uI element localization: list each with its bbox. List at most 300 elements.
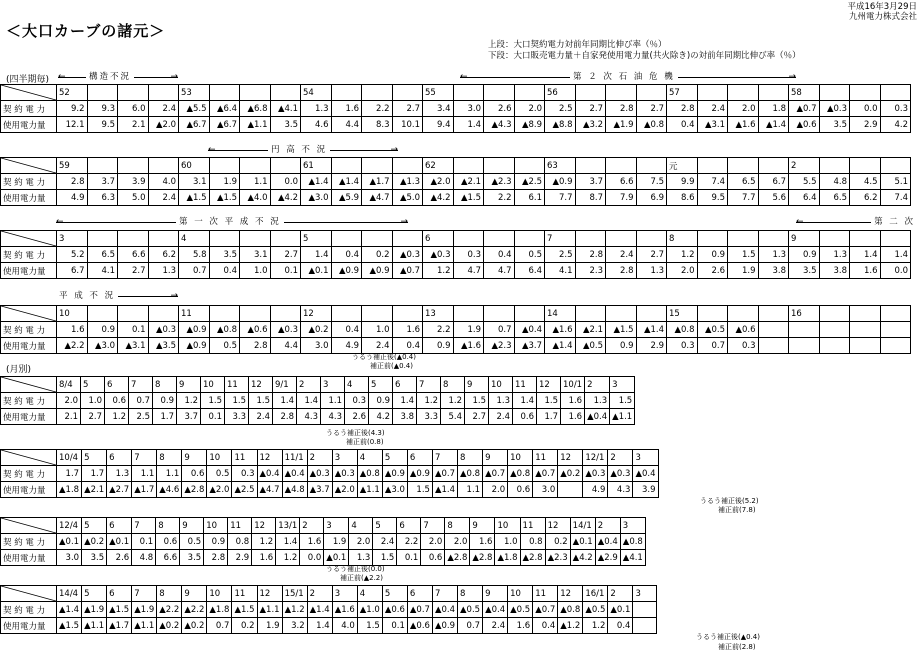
period-cell [850,306,881,322]
period-cell: 8 [441,377,465,393]
value-cell: 7.4 [697,174,728,190]
value-cell: 9.4 [423,117,454,133]
period-cell: 12/1 [583,450,608,466]
period-cell: 6 [107,518,132,534]
value-cell: 6.6 [118,247,149,263]
period-cell: 12/4 [57,518,82,534]
period-cell: 5 [373,518,397,534]
period-cell: 58 [789,85,820,101]
value-cell: ▲0.7 [432,466,457,482]
period-cell: 4 [345,377,369,393]
value-cell: 2.8 [667,101,698,117]
period-cell [514,231,545,247]
value-cell: 2.4 [606,247,637,263]
value-cell: 1.6 [508,618,533,634]
period-cell [697,158,728,174]
document-date: 平成16年3月29日 [847,2,917,12]
value-cell: 0.7 [179,263,210,279]
value-cell: 0.9 [423,338,454,354]
value-cell: 1.0 [81,393,105,409]
value-cell: ▲4.2 [270,190,301,206]
power-usage-row [1,482,659,498]
value-cell: ▲4.1 [620,550,645,566]
value-cell: 1.5 [610,393,635,409]
contract-power-row [1,101,911,117]
period-cell [118,231,149,247]
contract-power-row [1,322,911,338]
period-cell: 5 [301,231,332,247]
row-label: 契 約 電 力 [1,101,57,117]
value-cell: 3.5 [209,247,240,263]
value-cell: ▲0.8 [209,322,240,338]
period-cell: 7 [545,231,576,247]
value-cell: ▲0.9 [432,618,457,634]
period-cell: 5 [382,586,407,602]
value-cell: ▲2.0 [423,174,454,190]
period-cell [758,306,789,322]
power-usage-row [1,409,635,425]
value-cell: ▲5.5 [179,101,210,117]
value-cell: 2.7 [392,101,423,117]
value-cell: 7.4 [880,190,911,206]
value-cell: 0.4 [608,618,633,634]
value-cell: 0.5 [207,466,232,482]
period-cell: 5 [382,450,407,466]
period-cell: 7 [421,518,445,534]
period-cell: 15/1 [282,586,307,602]
period-cell [575,306,606,322]
value-cell: 2.4 [148,190,179,206]
value-cell: ▲0.6 [240,322,271,338]
value-cell: ▲0.3 [423,247,454,263]
period-header-row [1,158,911,174]
period-cell [270,158,301,174]
value-cell: 4.9 [57,190,88,206]
row-label: 契 約 電 力 [1,534,57,550]
period-cell [697,85,728,101]
period-cell: 10/1 [561,377,585,393]
period-cell [87,158,118,174]
era-label: 第 ２ 次 石 油 危 機 [570,71,678,83]
value-cell: 2.7 [118,263,149,279]
period-cell: 8 [667,231,698,247]
value-cell: ▲0.7 [392,263,423,279]
value-cell: ▲2.5 [514,174,545,190]
value-cell: ▲1.6 [545,322,576,338]
value-cell: ▲6.7 [179,117,210,133]
period-cell: 4 [357,586,382,602]
value-cell: ▲2.3 [545,550,570,566]
value-cell: ▲0.3 [608,466,633,482]
leap-adjusted-note: うるう補正後(5.2) [700,497,759,505]
period-cell: 11 [232,450,257,466]
period-cell: 2 [608,450,633,466]
period-cell [850,231,881,247]
value-cell: 0.7 [458,618,483,634]
value-cell: 4.3 [321,409,345,425]
leap-adjusted-note: うるう補正後(▲0.4) [352,353,416,361]
period-cell: 12 [249,377,273,393]
value-cell: 3.8 [758,263,789,279]
value-cell: 4.8 [819,174,850,190]
period-cell [118,158,149,174]
value-cell: 1.3 [819,247,850,263]
period-cell: 2 [297,377,321,393]
contract-power-row [1,393,635,409]
value-cell: ▲0.4 [282,466,307,482]
period-cell [148,85,179,101]
period-cell [453,85,484,101]
period-cell: 11 [232,586,257,602]
period-cell: 15 [667,306,698,322]
value-cell: 0.4 [667,117,698,133]
value-cell: 1.4 [276,534,300,550]
period-cell: 10 [201,377,225,393]
value-cell: 7.7 [545,190,576,206]
period-cell: 60 [179,158,210,174]
period-cell [270,231,301,247]
period-cell [636,306,667,322]
value-cell: ▲3.0 [382,482,407,498]
period-cell [148,158,179,174]
value-cell: 0.0 [300,550,324,566]
value-cell: ▲4.2 [570,550,595,566]
quarter-table [0,157,911,206]
value-cell: ▲0.7 [483,466,508,482]
power-usage-row [1,550,646,566]
pre-adjustment-note: 補正前(2.8) [718,643,756,651]
corner-cell [1,231,57,247]
value-cell: ▲0.8 [357,466,382,482]
value-cell: 1.6 [252,550,276,566]
value-cell: 12.1 [57,117,88,133]
value-cell: 0.1 [132,534,156,550]
value-cell: 0.1 [270,263,301,279]
value-cell: 7.9 [606,190,637,206]
value-cell: 2.8 [57,174,88,190]
value-cell: ▲0.6 [407,618,432,634]
value-cell: 2.4 [148,101,179,117]
value-cell: 1.6 [300,534,324,550]
value-cell: ▲0.4 [514,322,545,338]
month-table [0,376,635,425]
value-cell: ▲8.8 [545,117,576,133]
value-cell: 0.2 [232,618,257,634]
value-cell: 2.4 [373,534,397,550]
value-cell: ▲1.4 [331,174,362,190]
value-cell: ▲0.9 [407,466,432,482]
period-cell: 11 [513,377,537,393]
value-cell: ▲2.8 [182,482,207,498]
value-cell: 0.7 [697,338,728,354]
period-cell: 2 [307,450,332,466]
period-cell: 14/4 [57,586,82,602]
corner-cell [1,450,57,466]
period-cell: 12 [537,377,561,393]
contract-power-row [1,174,911,190]
period-cell: 3 [57,231,88,247]
period-cell: 11 [179,306,210,322]
period-cell: 8/4 [57,377,81,393]
value-cell: 2.2 [362,101,393,117]
value-cell: 1.6 [470,534,495,550]
value-cell: 2.6 [697,263,728,279]
value-cell: 3.8 [393,409,417,425]
value-cell: 4.9 [583,482,608,498]
period-cell: 7 [129,377,153,393]
value-cell: 1.3 [636,263,667,279]
value-cell: 4.1 [545,263,576,279]
value-cell: ▲2.8 [445,550,470,566]
period-cell [87,85,118,101]
corner-cell [1,306,57,322]
period-cell: 62 [423,158,454,174]
period-cell [880,85,911,101]
value-cell: 0.7 [484,322,515,338]
quarter-table [0,230,911,279]
value-cell: 3.0 [301,338,332,354]
period-cell: 61 [301,158,332,174]
value-cell: ▲2.1 [453,174,484,190]
value-cell: ▲1.3 [392,174,423,190]
era-label: 円 高 不 況 [268,144,330,156]
period-cell: 11 [228,518,252,534]
value-cell: 2.7 [636,101,667,117]
value-cell: 9.2 [57,101,88,117]
value-cell: 1.4 [850,247,881,263]
period-cell [240,158,271,174]
value-cell: ▲1.5 [107,602,132,618]
value-cell: ▲1.4 [636,322,667,338]
value-cell: ▲0.4 [432,602,457,618]
value-cell: 1.7 [537,409,561,425]
value-cell: 3.0 [57,550,82,566]
contract-power-row [1,534,646,550]
row-label: 使用電力量 [1,550,57,566]
value-cell: ▲0.5 [508,602,533,618]
value-cell: ▲0.8 [558,602,583,618]
value-cell: ▲0.4 [595,534,620,550]
period-cell [697,231,728,247]
value-cell: 2.9 [850,117,881,133]
period-cell [758,158,789,174]
period-cell: 12 [257,586,282,602]
value-cell: 1.1 [132,466,157,482]
month-table [0,449,659,498]
value-cell: 3.3 [417,409,441,425]
value-cell: 0.3 [345,393,369,409]
value-cell: ▲1.1 [610,409,635,425]
period-cell [728,306,759,322]
period-cell: 3 [620,518,645,534]
period-cell [362,158,393,174]
period-cell [575,231,606,247]
period-cell [87,231,118,247]
period-cell: 54 [301,85,332,101]
value-cell: 6.7 [758,174,789,190]
period-cell: 13 [423,306,454,322]
value-cell: 1.9 [453,322,484,338]
era-arrow-heisei-recession-cont: → 平 成 不 況 [56,290,178,302]
value-cell: 2.0 [421,534,445,550]
period-cell: 2 [608,586,633,602]
value-cell: 1.4 [301,247,332,263]
period-cell [514,158,545,174]
value-cell: ▲3.7 [514,338,545,354]
value-cell [633,602,657,618]
value-cell: 2.0 [514,101,545,117]
period-cell: 6 [105,377,129,393]
value-cell: 6.1 [514,190,545,206]
value-cell: ▲4.8 [282,482,307,498]
value-cell: ▲1.8 [57,482,82,498]
value-cell: ▲0.8 [508,466,533,482]
value-cell: ▲0.3 [332,466,357,482]
value-cell: 1.3 [107,466,132,482]
value-cell: 9.9 [667,174,698,190]
value-cell: 5.1 [880,174,911,190]
value-cell: 1.1 [321,393,345,409]
quarterly-label: (四半期毎) [6,75,50,85]
period-cell: 11 [533,450,558,466]
period-cell [636,231,667,247]
value-cell: 2.9 [636,338,667,354]
value-cell: 2.7 [270,247,301,263]
value-cell: 1.3 [148,263,179,279]
value-cell: 2.1 [57,409,81,425]
value-cell: 4.2 [369,409,393,425]
period-header-row [1,231,911,247]
period-cell [148,306,179,322]
value-cell: ▲3.0 [87,338,118,354]
value-cell: 0.0 [880,263,911,279]
value-cell: ▲2.5 [232,482,257,498]
value-cell: 1.6 [561,393,585,409]
value-cell: 2.0 [667,263,698,279]
period-cell [453,231,484,247]
value-cell: ▲0.1 [324,550,349,566]
period-cell [392,306,423,322]
value-cell: 2.5 [129,409,153,425]
era-arrow-second-oil-crisis: ← → 第 ２ 次 石 油 危 機 [460,72,796,82]
period-cell [819,85,850,101]
value-cell: 3.5 [819,117,850,133]
period-cell: 3 [332,450,357,466]
value-cell: ▲2.8 [520,550,545,566]
row-label: 契 約 電 力 [1,393,57,409]
value-cell: 2.4 [697,101,728,117]
value-cell: ▲0.8 [667,322,698,338]
value-cell: ▲1.5 [606,322,637,338]
value-cell: ▲1.7 [362,174,393,190]
value-cell: 0.7 [129,393,153,409]
value-cell: ▲1.9 [132,602,157,618]
period-cell [606,158,637,174]
value-cell: 2.0 [728,101,759,117]
value-cell: 2.9 [228,550,252,566]
period-header-row [1,85,911,101]
period-cell: 57 [667,85,698,101]
period-cell: 2 [300,518,324,534]
period-cell [484,306,515,322]
value-cell: ▲1.6 [728,117,759,133]
period-cell: 9 [483,450,508,466]
value-cell: 3.3 [225,409,249,425]
value-cell: ▲0.1 [608,602,633,618]
value-cell: 1.3 [758,247,789,263]
period-cell: 8 [157,450,182,466]
period-cell: 9/1 [273,377,297,393]
value-cell: 1.4 [513,393,537,409]
period-cell: 6 [397,518,421,534]
period-cell: 9 [465,377,489,393]
value-cell: ▲4.2 [423,190,454,206]
value-cell: 0.9 [606,338,637,354]
period-cell [514,85,545,101]
value-cell: 0.4 [484,247,515,263]
value-cell: ▲1.5 [453,190,484,206]
value-cell: 1.5 [201,393,225,409]
value-cell: 1.4 [307,618,332,634]
period-cell: 8 [153,377,177,393]
value-cell: 0.3 [232,466,257,482]
period-cell: 7 [132,586,157,602]
value-cell: 1.6 [561,409,585,425]
pre-adjustment-note: 補正前(0.8) [346,438,384,446]
value-cell: ▲0.3 [270,322,301,338]
value-cell: 0.2 [362,247,393,263]
value-cell [850,322,881,338]
row-label: 契 約 電 力 [1,174,57,190]
value-cell: ▲5.9 [331,190,362,206]
period-cell: 6 [107,450,132,466]
value-cell: 4.3 [297,409,321,425]
value-cell: ▲1.4 [432,482,457,498]
value-cell: 4.3 [608,482,633,498]
value-cell: 6.0 [118,101,149,117]
value-cell: ▲0.5 [458,602,483,618]
value-cell: 2.2 [397,534,421,550]
value-cell [558,482,583,498]
row-label: 使用電力量 [1,338,57,354]
value-cell: 2.0 [57,393,81,409]
value-cell: 2.8 [606,101,637,117]
value-cell: ▲4.0 [240,190,271,206]
period-cell: 10 [495,518,520,534]
row-label: 使用電力量 [1,409,57,425]
value-cell: 4.4 [270,338,301,354]
value-cell: ▲4.1 [270,101,301,117]
period-cell: 11 [225,377,249,393]
row-label: 契 約 電 力 [1,602,57,618]
period-cell [606,85,637,101]
period-cell: 9 [483,586,508,602]
period-cell: 11 [520,518,545,534]
era-arrow-second-heisei-recession: ← 第 二 次 [796,216,918,228]
period-cell [819,306,850,322]
value-cell: 5.8 [179,247,210,263]
value-cell: 1.0 [362,322,393,338]
value-cell: ▲1.8 [207,602,232,618]
value-cell: 2.4 [489,409,513,425]
era-arrow-structural-recession: ← → 構造不況 [58,72,178,82]
period-cell: 3 [324,518,349,534]
corner-cell [1,158,57,174]
value-cell: 4.2 [880,117,911,133]
value-cell: 4.5 [850,174,881,190]
period-cell [331,231,362,247]
value-cell: 1.9 [257,618,282,634]
